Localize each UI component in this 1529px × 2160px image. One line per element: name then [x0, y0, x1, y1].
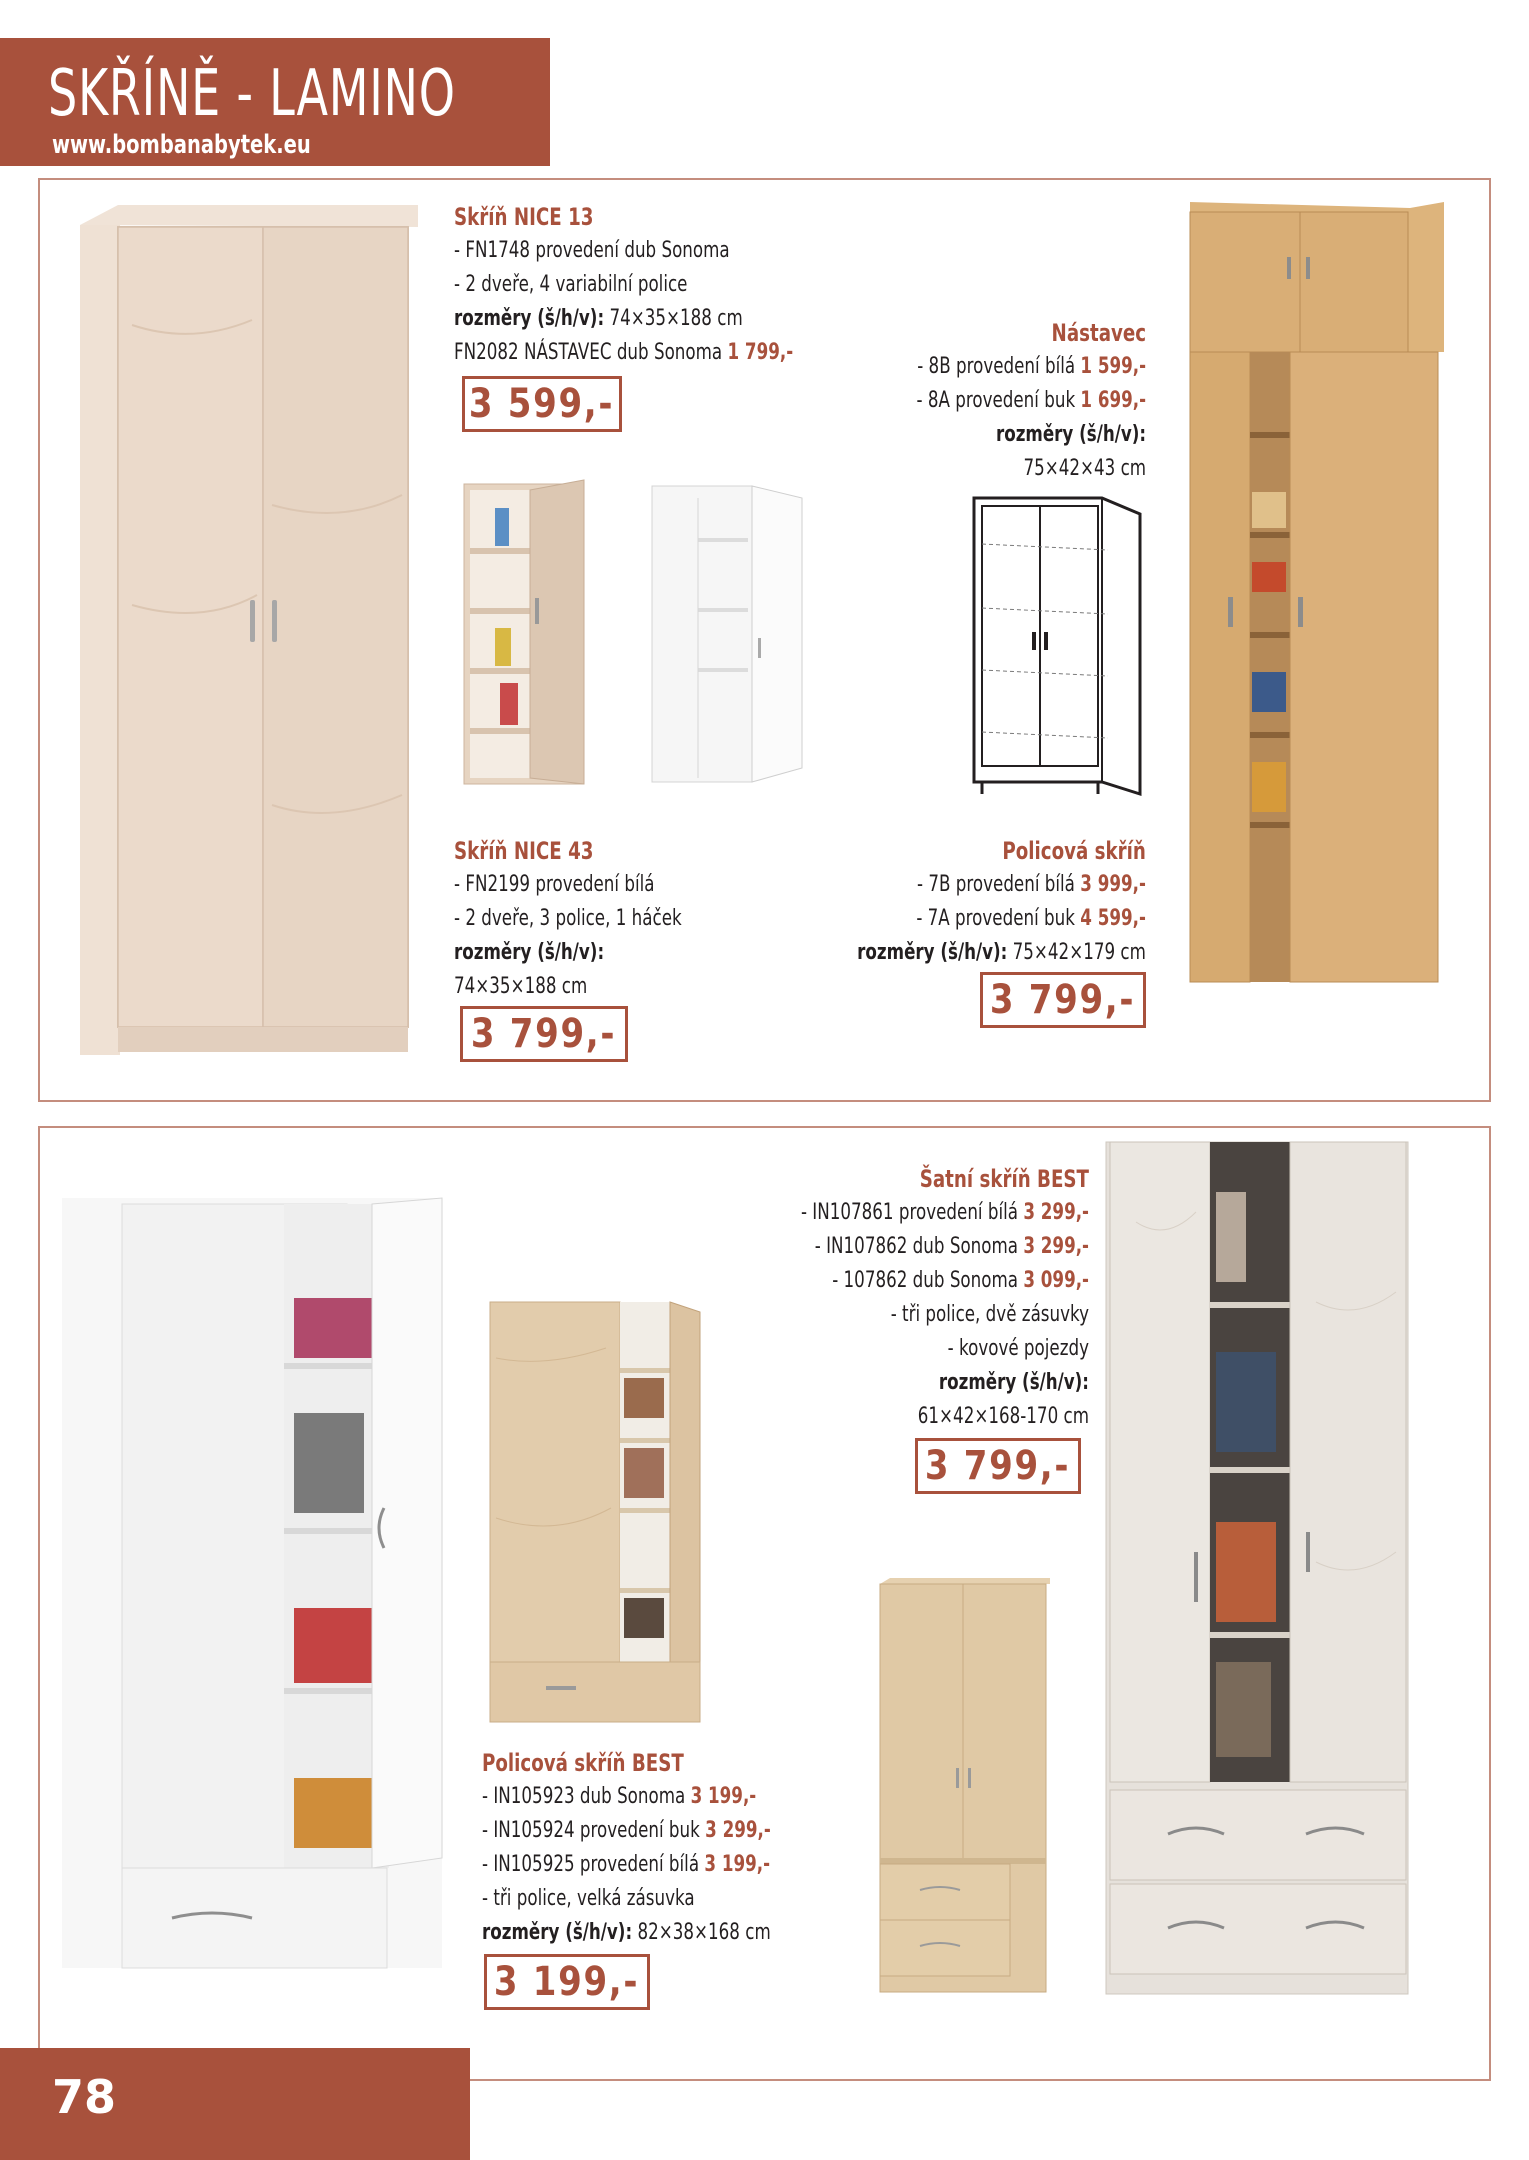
- dims-label: rozměry (š/h/v):: [454, 940, 605, 965]
- variant-price: 3 299,-: [1023, 1234, 1089, 1259]
- product-title: Policová skříň: [1002, 837, 1146, 865]
- variant-price: 3 299,-: [1023, 1200, 1089, 1225]
- white-wardrobe-image: [62, 1198, 452, 1988]
- dims-value: 74×35×188 cm: [604, 306, 743, 331]
- product-nastavec: [844, 316, 1146, 486]
- addon-text: FN2082 NÁSTAVEC dub Sonoma: [454, 340, 728, 365]
- variant-text: - IN105925 provedení bílá: [482, 1852, 705, 1877]
- variant-text: - IN105923 dub Sonoma: [482, 1784, 691, 1809]
- product-line: - FN2199 provedení bílá: [454, 872, 655, 897]
- product-policova: [766, 834, 1146, 970]
- product-line: - FN1748 provedení dub Sonoma: [454, 238, 730, 263]
- page-number: 78: [52, 2070, 117, 2124]
- variant-price: 3 299,-: [705, 1818, 771, 1843]
- dims-label: rozměry (š/h/v):: [482, 1920, 633, 1945]
- price-tag-satni-best: 3 799,-: [915, 1438, 1081, 1494]
- variant-price: 1 599,-: [1080, 354, 1146, 379]
- variant-text: - 8B provedení bílá: [917, 354, 1081, 379]
- addon-price: 1 799,-: [727, 340, 794, 365]
- variant-text: - IN105924 provedení buk: [482, 1818, 706, 1843]
- price-tag-nice43: 3 799,-: [460, 1006, 628, 1062]
- dims-label: rozměry (š/h/v):: [454, 306, 605, 331]
- page-title: SKŘÍNĚ - LAMINO: [48, 57, 456, 131]
- variant-text: - 7B provedení bílá: [917, 872, 1081, 897]
- dims-value: 75×42×43 cm: [1023, 456, 1146, 481]
- variant-text: - IN107861 provedení bílá: [800, 1200, 1024, 1225]
- product-title: Skříň NICE 43: [454, 837, 594, 865]
- variant-price: 1 699,-: [1080, 388, 1146, 413]
- variant-price: 3 099,-: [1023, 1268, 1089, 1293]
- dims-value: 75×42×179 cm: [1007, 940, 1146, 965]
- product-line: - 2 dveře, 3 police, 1 háček: [454, 906, 682, 931]
- product-line: - kovové pojezdy: [947, 1336, 1089, 1361]
- dims-label: rozměry (š/h/v):: [995, 422, 1146, 447]
- dims-value: 82×38×168 cm: [632, 1920, 771, 1945]
- product-policova-best: [482, 1746, 862, 1950]
- price-tag-policova-best: 3 199,-: [484, 1954, 650, 2010]
- variant-price: 3 199,-: [690, 1784, 757, 1809]
- variant-text: - 8A provedení buk: [916, 388, 1081, 413]
- price-tag-nice13: 3 599,-: [462, 376, 622, 432]
- product-nice43: [454, 834, 754, 1004]
- nastavec-line-drawing: [968, 492, 1148, 802]
- nice43-open-wood-image: [460, 478, 590, 788]
- variant-price: 4 599,-: [1080, 906, 1146, 931]
- dims-value: 74×35×188 cm: [454, 974, 588, 999]
- variant-price: 3 999,-: [1080, 872, 1146, 897]
- policova-skrin-image: [1190, 202, 1450, 992]
- price-tag-policova: 3 799,-: [980, 972, 1146, 1028]
- product-line: - tři police, velká zásuvka: [482, 1886, 695, 1911]
- variant-text: - 107862 dub Sonoma: [832, 1268, 1024, 1293]
- product-nice13: [454, 200, 900, 370]
- policova-best-image: [486, 1298, 706, 1728]
- satni-best-large-image: [1106, 1142, 1486, 2012]
- product-title: Policová skříň BEST: [482, 1749, 684, 1777]
- product-satni-best: [710, 1162, 1089, 1434]
- variant-price: 3 199,-: [704, 1852, 771, 1877]
- dims-value: 61×42×168-170 cm: [917, 1404, 1089, 1429]
- product-title: Skříň NICE 13: [454, 203, 594, 231]
- product-line: - tři police, dvě zásuvky: [890, 1302, 1089, 1327]
- website-url[interactable]: www.bombanabytek.eu: [52, 130, 311, 160]
- satni-best-small-image: [880, 1578, 1060, 1998]
- dims-label: rozměry (š/h/v):: [857, 940, 1008, 965]
- variant-text: - 7A provedení buk: [916, 906, 1081, 931]
- variant-text: - IN107862 dub Sonoma: [814, 1234, 1024, 1259]
- product-line: - 2 dveře, 4 variabilní police: [454, 272, 688, 297]
- product-title: Šatní skříň BEST: [919, 1165, 1089, 1193]
- nice43-open-white-image: [650, 478, 810, 788]
- product-title: Nástavec: [1051, 319, 1146, 347]
- dims-label: rozměry (š/h/v):: [938, 1370, 1089, 1395]
- nice13-wardrobe-image: [72, 205, 422, 1065]
